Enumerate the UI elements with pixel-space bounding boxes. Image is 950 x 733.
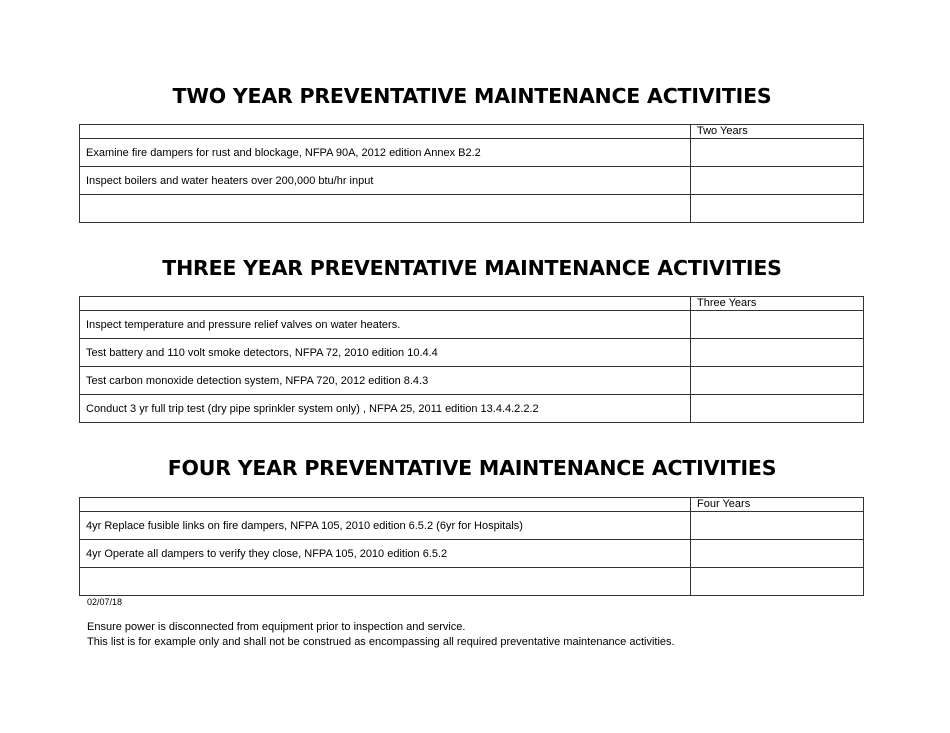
task-column-header	[80, 125, 691, 139]
table-row	[80, 512, 864, 540]
completion-cell[interactable]	[691, 367, 864, 395]
table-row	[80, 395, 864, 423]
task-cell: Test battery and 110 volt smoke detectors, NFPA 72, 2010 edition 10.4.4	[80, 339, 691, 367]
two-years-column-header: Two Years	[691, 125, 864, 139]
task-cell[interactable]	[80, 568, 691, 596]
three-years-column-header: Three Years	[691, 297, 864, 311]
completion-cell[interactable]	[691, 311, 864, 339]
task-cell[interactable]	[80, 195, 691, 223]
completion-cell[interactable]	[691, 139, 864, 167]
completion-cell[interactable]	[691, 195, 864, 223]
three-year-section-title: THREE YEAR PREVENTATIVE MAINTENANCE ACTIVITIES	[162, 256, 782, 280]
completion-cell[interactable]	[691, 395, 864, 423]
completion-cell[interactable]	[691, 339, 864, 367]
footer-notes	[87, 620, 675, 650]
task-cell: Inspect temperature and pressure relief valves on water heaters.	[80, 311, 691, 339]
table-row	[80, 167, 864, 195]
table-header-row	[80, 498, 864, 512]
three-year-maintenance-table	[79, 296, 864, 423]
table-row	[80, 339, 864, 367]
task-cell: Test carbon monoxide detection system, NFPA 720, 2012 edition 8.4.3	[80, 367, 691, 395]
revision-date: 02/07/18	[87, 597, 123, 607]
table-row	[80, 568, 864, 596]
completion-cell[interactable]	[691, 512, 864, 540]
table-row	[80, 540, 864, 568]
power-disconnect-note: Ensure power is disconnected from equipment prior to inspection and service.	[87, 621, 466, 633]
task-cell: 4yr Replace fusible links on fire dampers, NFPA 105, 2010 edition 6.5.2 (6yr for Hospitals)	[80, 512, 691, 540]
two-year-maintenance-table	[79, 124, 864, 223]
completion-cell[interactable]	[691, 540, 864, 568]
table-row	[80, 311, 864, 339]
four-year-maintenance-table	[79, 497, 864, 596]
table-header-row	[80, 297, 864, 311]
four-years-column-header: Four Years	[691, 498, 864, 512]
task-cell: 4yr Operate all dampers to verify they close, NFPA 105, 2010 edition 6.5.2	[80, 540, 691, 568]
two-year-section-title: TWO YEAR PREVENTATIVE MAINTENANCE ACTIVITIES	[172, 84, 772, 108]
table-row	[80, 367, 864, 395]
table-row	[80, 139, 864, 167]
task-cell: Examine fire dampers for rust and blockage, NFPA 90A, 2012 edition Annex B2.2	[80, 139, 691, 167]
task-column-header	[80, 297, 691, 311]
task-column-header	[80, 498, 691, 512]
table-row	[80, 195, 864, 223]
task-cell: Conduct 3 yr full trip test (dry pipe sprinkler system only) , NFPA 25, 2011 edition 13.4.4.2.2.2	[80, 395, 691, 423]
disclaimer-note: This list is for example only and shall not be construed as encompassing all required preventative maintenance activities.	[87, 636, 675, 648]
four-year-section-title: FOUR YEAR PREVENTATIVE MAINTENANCE ACTIVITIES	[167, 456, 777, 480]
table-header-row	[80, 125, 864, 139]
task-cell: Inspect boilers and water heaters over 200,000 btu/hr input	[80, 167, 691, 195]
completion-cell[interactable]	[691, 568, 864, 596]
completion-cell[interactable]	[691, 167, 864, 195]
